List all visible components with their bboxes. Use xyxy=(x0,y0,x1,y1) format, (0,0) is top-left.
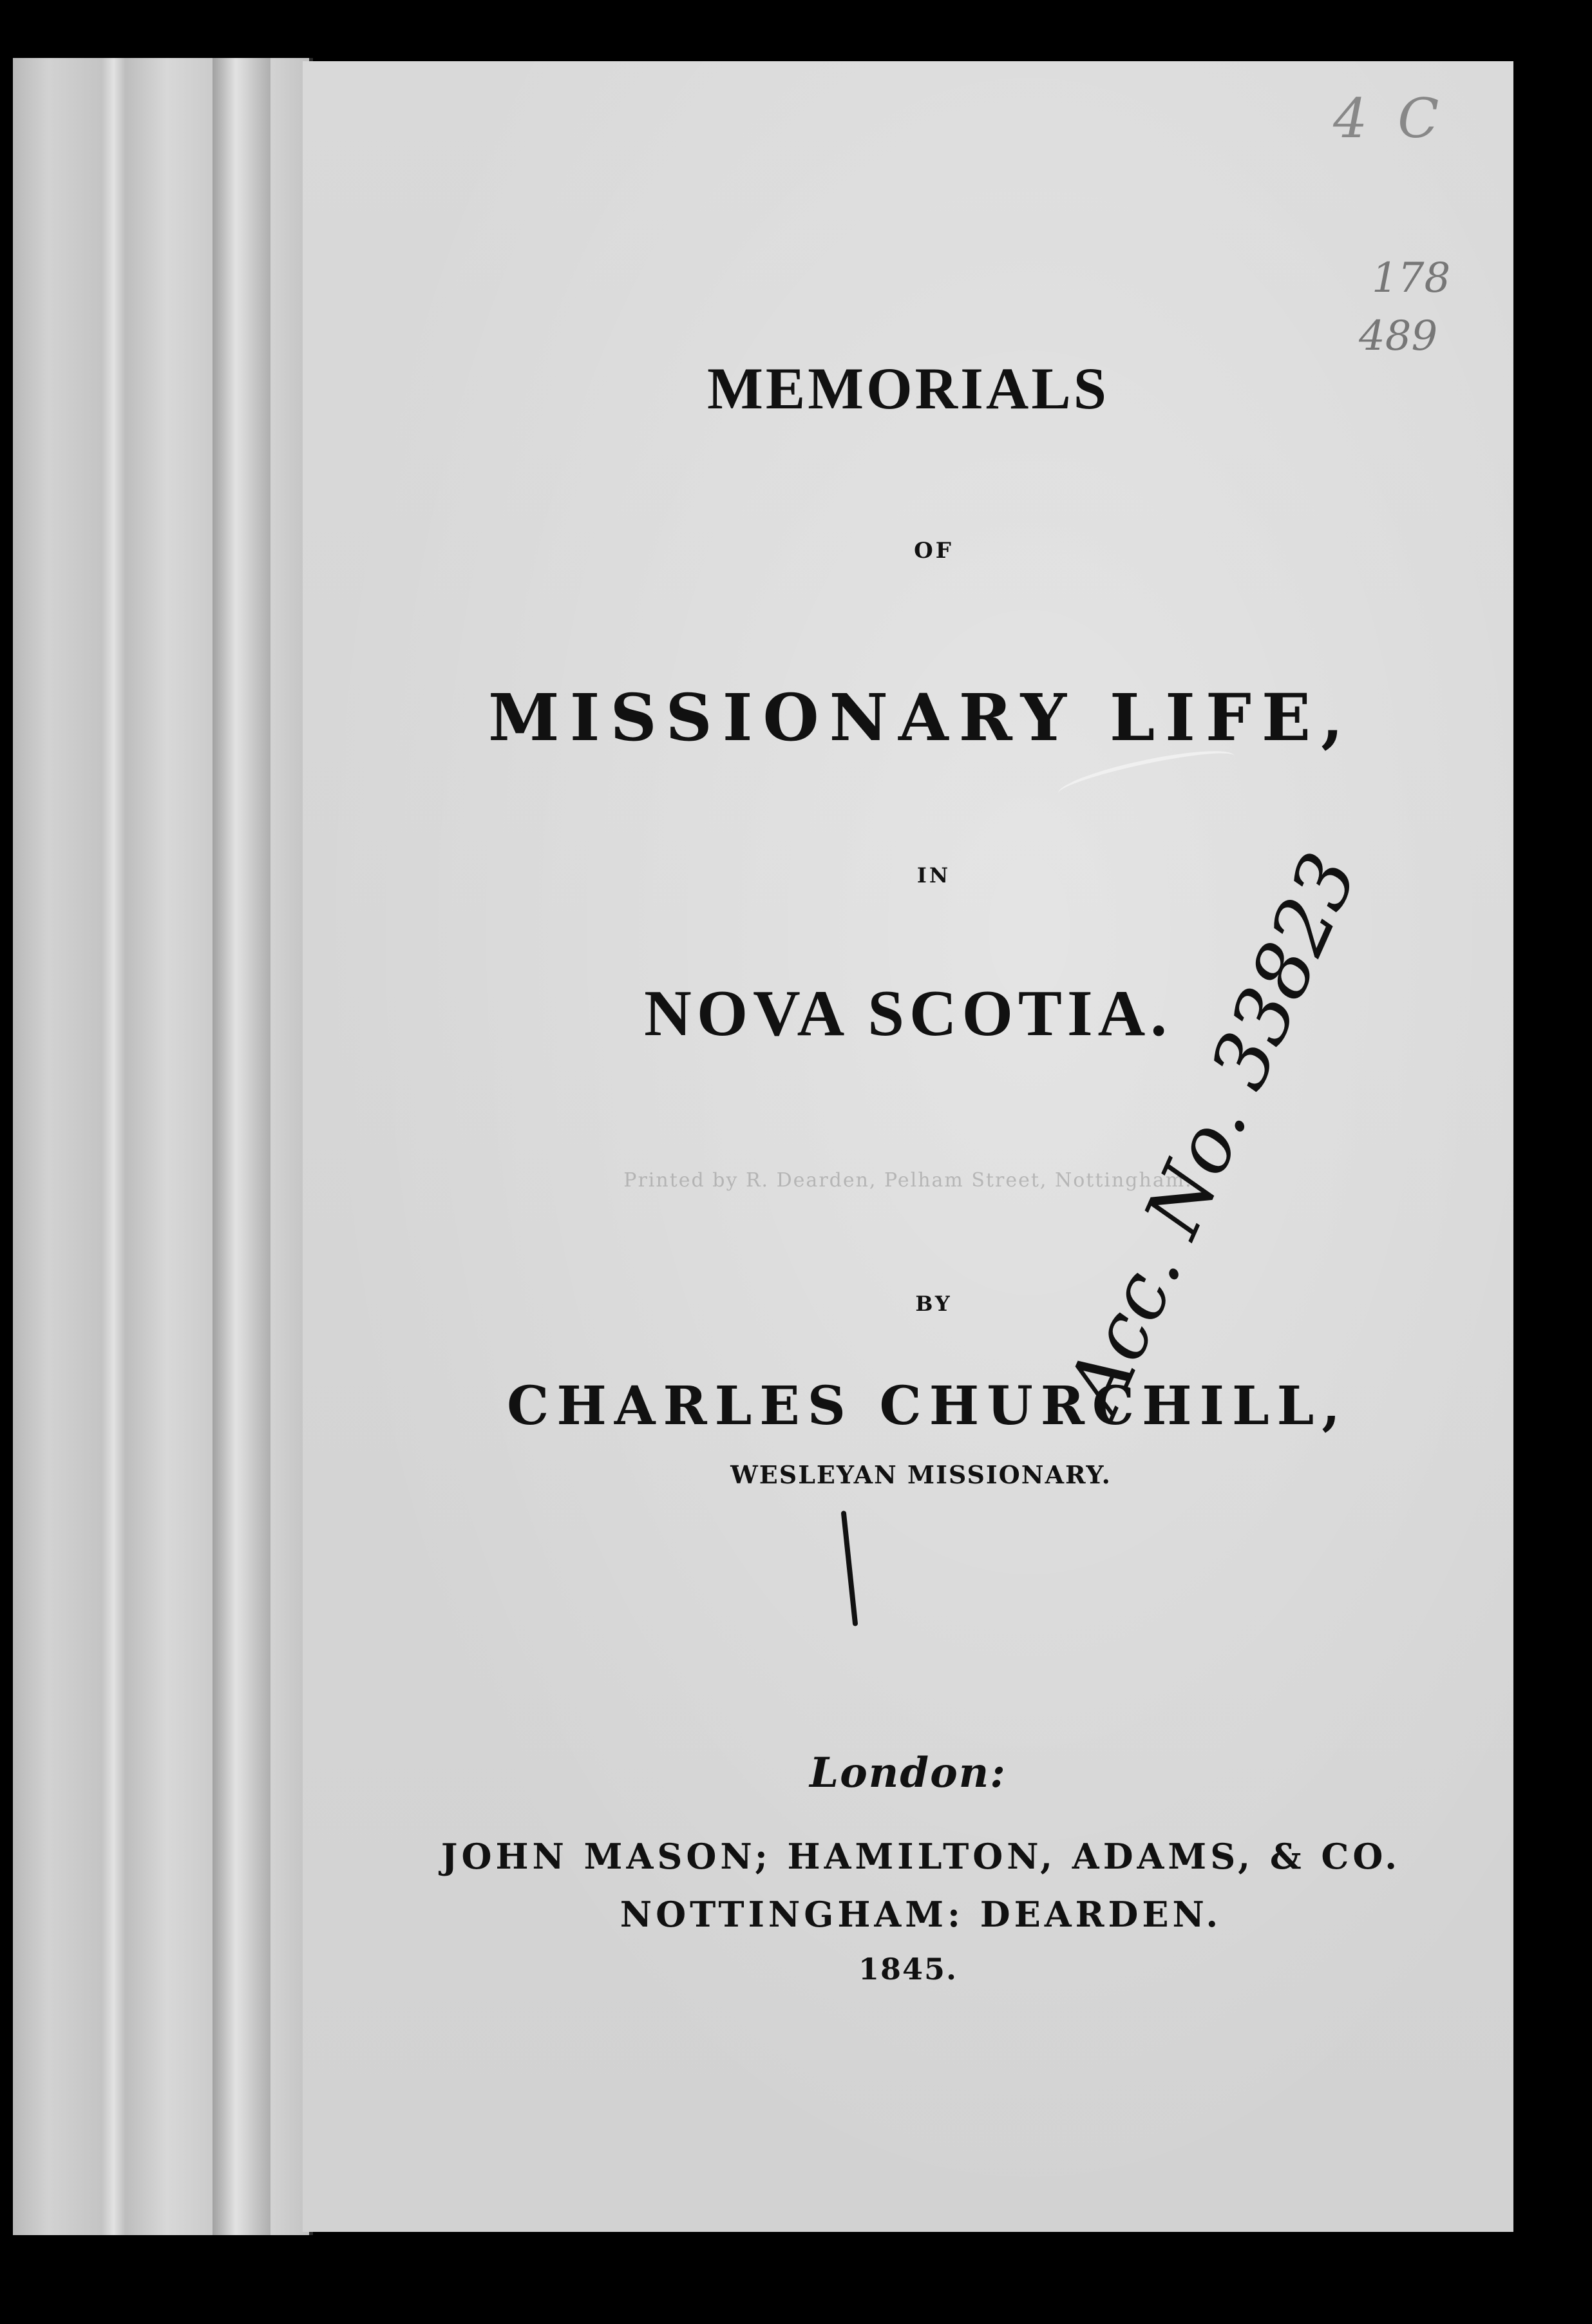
handwritten-stroke xyxy=(841,1510,858,1626)
author-role: WESLEYAN MISSIONARY. xyxy=(730,1460,1112,1489)
publication-year: 1845. xyxy=(858,1952,958,1986)
publication-city: London: xyxy=(810,1749,1007,1797)
handwritten-corner-mark: 4 C xyxy=(1333,87,1446,150)
handwritten-number-upper: 178 xyxy=(1372,254,1451,302)
byline-by: BY xyxy=(915,1291,952,1316)
handwritten-number-lower: 489 xyxy=(1359,312,1438,360)
handwritten-accession-number: Acc. No. 33823 xyxy=(1050,840,1376,1425)
publisher-line-1: JOHN MASON; HAMILTON, ADAMS, & CO. xyxy=(441,1836,1401,1877)
title-page xyxy=(303,61,1513,2232)
title-line-missionary-life: MISSIONARY LIFE, xyxy=(488,680,1354,756)
title-word-in: IN xyxy=(916,863,951,888)
binding-fold xyxy=(213,58,270,2235)
author-name: CHARLES CHURCHILL, xyxy=(507,1375,1348,1437)
title-word-of: OF xyxy=(914,538,954,564)
publisher-line-2: NOTTINGHAM: DEARDEN. xyxy=(620,1894,1222,1935)
title-line-memorials: MEMORIALS xyxy=(707,356,1109,421)
faint-imprint-text: Printed by R. Dearden, Pelham Street, Nottingham. xyxy=(623,1169,1193,1192)
title-line-nova-scotia: NOVA SCOTIA. xyxy=(644,977,1172,1050)
